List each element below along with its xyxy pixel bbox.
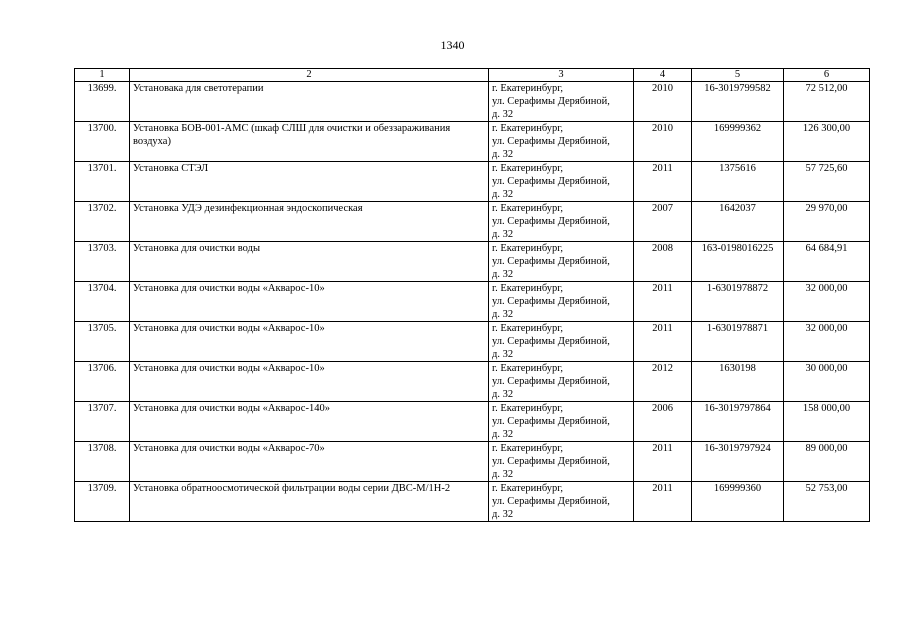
- address-street: ул. Серафимы Дерябиной,: [492, 136, 610, 147]
- row-number: 13699.: [75, 82, 130, 122]
- item-address: [489, 322, 634, 362]
- inventory-number: 16-3019799582: [692, 82, 784, 122]
- item-address: [489, 402, 634, 442]
- item-cost: 52 753,00: [784, 482, 870, 522]
- item-cost: 89 000,00: [784, 442, 870, 482]
- row-number: 13703.: [75, 242, 130, 282]
- address-building: д. 32: [492, 229, 514, 240]
- item-year: 2011: [634, 322, 692, 362]
- address-street: ул. Серафимы Дерябиной,: [492, 176, 610, 187]
- item-address: [489, 162, 634, 202]
- address-street: ул. Серафимы Дерябиной,: [492, 416, 610, 427]
- item-year: 2006: [634, 402, 692, 442]
- address-building: д. 32: [492, 149, 514, 160]
- column-header: 1: [75, 69, 130, 82]
- row-number: 13705.: [75, 322, 130, 362]
- item-name: Установка СТЭЛ: [130, 162, 489, 202]
- item-name: Установка для очистки воды «Акварос-140»: [130, 402, 489, 442]
- address-building: д. 32: [492, 509, 514, 520]
- item-cost: 29 970,00: [784, 202, 870, 242]
- table-row: [75, 202, 870, 242]
- address-street: ул. Серафимы Дерябиной,: [492, 456, 610, 467]
- row-number: 13700.: [75, 122, 130, 162]
- row-number: 13708.: [75, 442, 130, 482]
- item-name: Установака для светотерапии: [130, 82, 489, 122]
- table-row: [75, 242, 870, 282]
- address-city: г. Екатеринбург,: [492, 363, 564, 374]
- address-city: г. Екатеринбург,: [492, 323, 564, 334]
- address-building: д. 32: [492, 309, 514, 320]
- address-city: г. Екатеринбург,: [492, 243, 564, 254]
- inventory-number: 16-3019797924: [692, 442, 784, 482]
- address-building: д. 32: [492, 269, 514, 280]
- address-street: ул. Серафимы Дерябиной,: [492, 96, 610, 107]
- address-city: г. Екатеринбург,: [492, 443, 564, 454]
- item-cost: 126 300,00: [784, 122, 870, 162]
- item-year: 2007: [634, 202, 692, 242]
- row-number: 13704.: [75, 282, 130, 322]
- inventory-number: 1642037: [692, 202, 784, 242]
- item-cost: 30 000,00: [784, 362, 870, 402]
- table-header-row: [75, 69, 870, 82]
- table-row: [75, 322, 870, 362]
- address-city: г. Екатеринбург,: [492, 163, 564, 174]
- table-row: [75, 442, 870, 482]
- inventory-number: 163-0198016225: [692, 242, 784, 282]
- column-header: 5: [692, 69, 784, 82]
- row-number: 13702.: [75, 202, 130, 242]
- item-year: 2008: [634, 242, 692, 282]
- address-street: ул. Серафимы Дерябиной,: [492, 376, 610, 387]
- address-street: ул. Серафимы Дерябиной,: [492, 296, 610, 307]
- address-street: ул. Серафимы Дерябиной,: [492, 336, 610, 347]
- inventory-number: 16-3019797864: [692, 402, 784, 442]
- item-address: [489, 362, 634, 402]
- table-row: [75, 162, 870, 202]
- item-name: Установка УДЭ дезинфекционная эндоскопическая: [130, 202, 489, 242]
- item-address: [489, 82, 634, 122]
- column-header: 4: [634, 69, 692, 82]
- item-name: Установка для очистки воды «Акварос-10»: [130, 362, 489, 402]
- item-address: [489, 442, 634, 482]
- item-year: 2011: [634, 162, 692, 202]
- item-year: 2012: [634, 362, 692, 402]
- item-cost: 32 000,00: [784, 322, 870, 362]
- item-year: 2011: [634, 282, 692, 322]
- address-city: г. Екатеринбург,: [492, 83, 564, 94]
- item-address: [489, 242, 634, 282]
- column-header: 6: [784, 69, 870, 82]
- item-cost: 64 684,91: [784, 242, 870, 282]
- item-name: Установка обратноосмотической фильтрации воды серии ДВС-М/1Н-2: [130, 482, 489, 522]
- inventory-number: 169999360: [692, 482, 784, 522]
- item-year: 2011: [634, 442, 692, 482]
- table-row: [75, 362, 870, 402]
- item-address: [489, 282, 634, 322]
- item-cost: 72 512,00: [784, 82, 870, 122]
- item-cost: 158 000,00: [784, 402, 870, 442]
- address-building: д. 32: [492, 469, 514, 480]
- column-header: 2: [130, 69, 489, 82]
- address-city: г. Екатеринбург,: [492, 203, 564, 214]
- address-street: ул. Серафимы Дерябиной,: [492, 216, 610, 227]
- inventory-number: 169999362: [692, 122, 784, 162]
- table-row: [75, 122, 870, 162]
- inventory-number: 1375616: [692, 162, 784, 202]
- row-number: 13701.: [75, 162, 130, 202]
- row-number: 13709.: [75, 482, 130, 522]
- row-number: 13707.: [75, 402, 130, 442]
- item-name: Установка БОВ-001-АМС (шкаф СЛШ для очистки и обеззараживания воздуха): [130, 122, 489, 162]
- address-building: д. 32: [492, 189, 514, 200]
- table-row: [75, 282, 870, 322]
- address-building: д. 32: [492, 349, 514, 360]
- address-city: г. Екатеринбург,: [492, 283, 564, 294]
- table-row: [75, 482, 870, 522]
- address-street: ул. Серафимы Дерябиной,: [492, 256, 610, 267]
- row-number: 13706.: [75, 362, 130, 402]
- address-building: д. 32: [492, 389, 514, 400]
- item-year: 2011: [634, 482, 692, 522]
- property-registry-table: [74, 68, 870, 522]
- address-building: д. 32: [492, 109, 514, 120]
- inventory-number: 1-6301978871: [692, 322, 784, 362]
- address-building: д. 32: [492, 429, 514, 440]
- page-number: 1340: [440, 38, 465, 52]
- address-city: г. Екатеринбург,: [492, 403, 564, 414]
- table-row: [75, 402, 870, 442]
- item-name: Установка для очистки воды «Акварос-70»: [130, 442, 489, 482]
- address-street: ул. Серафимы Дерябиной,: [492, 496, 610, 507]
- item-name: Установка для очистки воды «Акварос-10»: [130, 322, 489, 362]
- item-cost: 32 000,00: [784, 282, 870, 322]
- item-address: [489, 482, 634, 522]
- item-name: Установка для очистки воды: [130, 242, 489, 282]
- inventory-number: 1630198: [692, 362, 784, 402]
- address-city: г. Екатеринбург,: [492, 483, 564, 494]
- address-city: г. Екатеринбург,: [492, 123, 564, 134]
- item-year: 2010: [634, 122, 692, 162]
- column-header: 3: [489, 69, 634, 82]
- item-year: 2010: [634, 82, 692, 122]
- item-cost: 57 725,60: [784, 162, 870, 202]
- table-row: [75, 82, 870, 122]
- item-address: [489, 122, 634, 162]
- item-address: [489, 202, 634, 242]
- inventory-number: 1-6301978872: [692, 282, 784, 322]
- item-name: Установка для очистки воды «Акварос-10»: [130, 282, 489, 322]
